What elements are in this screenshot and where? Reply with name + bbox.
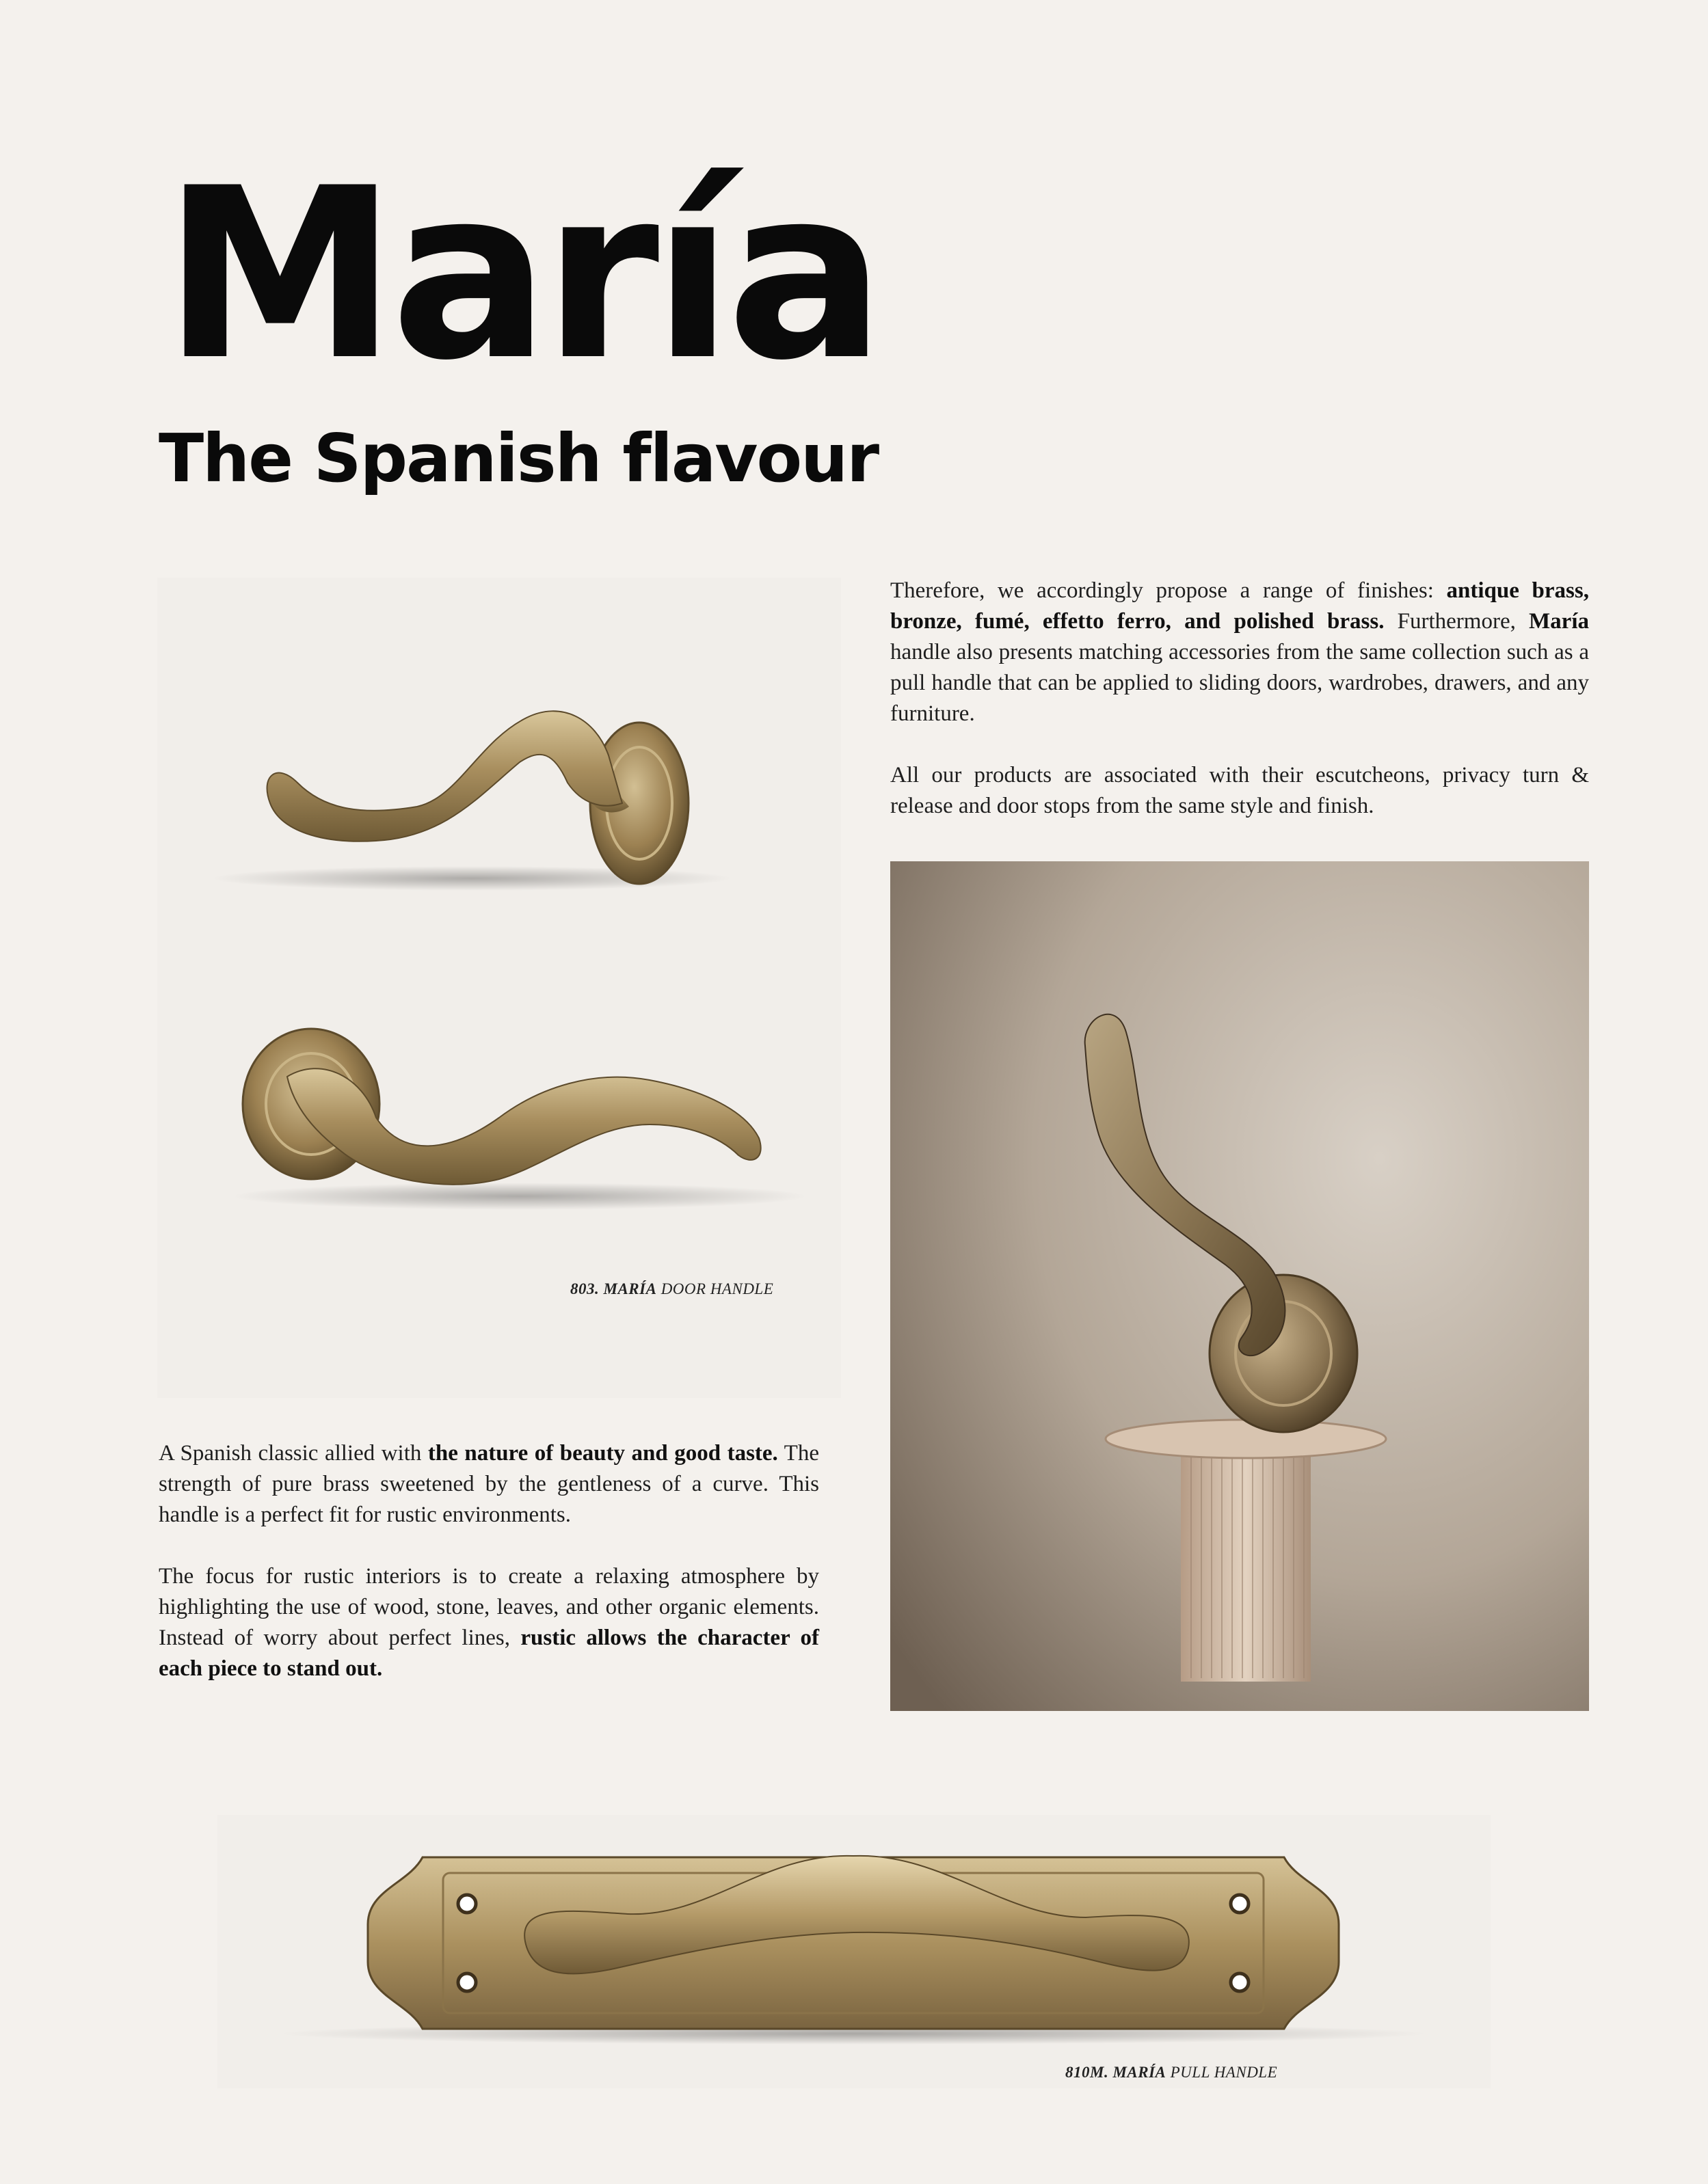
accessories-paragraph: All our products are associated with their escutcheons, privacy turn & release and door stops from the same style and finish.	[890, 763, 1589, 818]
classic-paragraph: A Spanish classic allied with the nature of beauty and good taste. The strength of pure brass sweetened by the gentleness of a curve. This handle is a perfect fit for rustic environments.	[159, 1441, 819, 1527]
rustic-text	[159, 1438, 819, 1715]
pull-handle-illustration	[217, 1815, 1491, 2088]
page-subtitle: The Spanish flavour	[159, 420, 879, 497]
door-handle-product-panel	[157, 578, 841, 1398]
pedestal-product-photo	[890, 861, 1589, 1711]
finishes-paragraph: Therefore, we accordingly propose a range of finishes: antique brass, bronze, fumé, effetto ferro, and polished brass. Furthermore, María handle also presents matching accessories from the same collection such as a pull handle that can be applied to sliding doors, wardrobes, drawers, and any furniture.	[890, 578, 1589, 726]
rustic-interiors-paragraph: The focus for rustic interiors is to create a relaxing atmosphere by highlighting the use of wood, stone, leaves, and other organic elements. Instead of worry about perfect lines, rustic allows the character of each piece to stand out.	[159, 1564, 819, 1681]
page-title: María	[163, 138, 879, 412]
finishes-text	[890, 576, 1589, 852]
door-handle-caption: 803. MARÍA DOOR HANDLE	[570, 1280, 774, 1297]
pedestal-photo-illustration	[890, 861, 1589, 1711]
pull-handle-caption: 810M. MARÍA PULL HANDLE	[1065, 2064, 1278, 2081]
door-handle-illustration	[157, 578, 841, 1398]
pull-handle-product-panel	[217, 1815, 1491, 2088]
